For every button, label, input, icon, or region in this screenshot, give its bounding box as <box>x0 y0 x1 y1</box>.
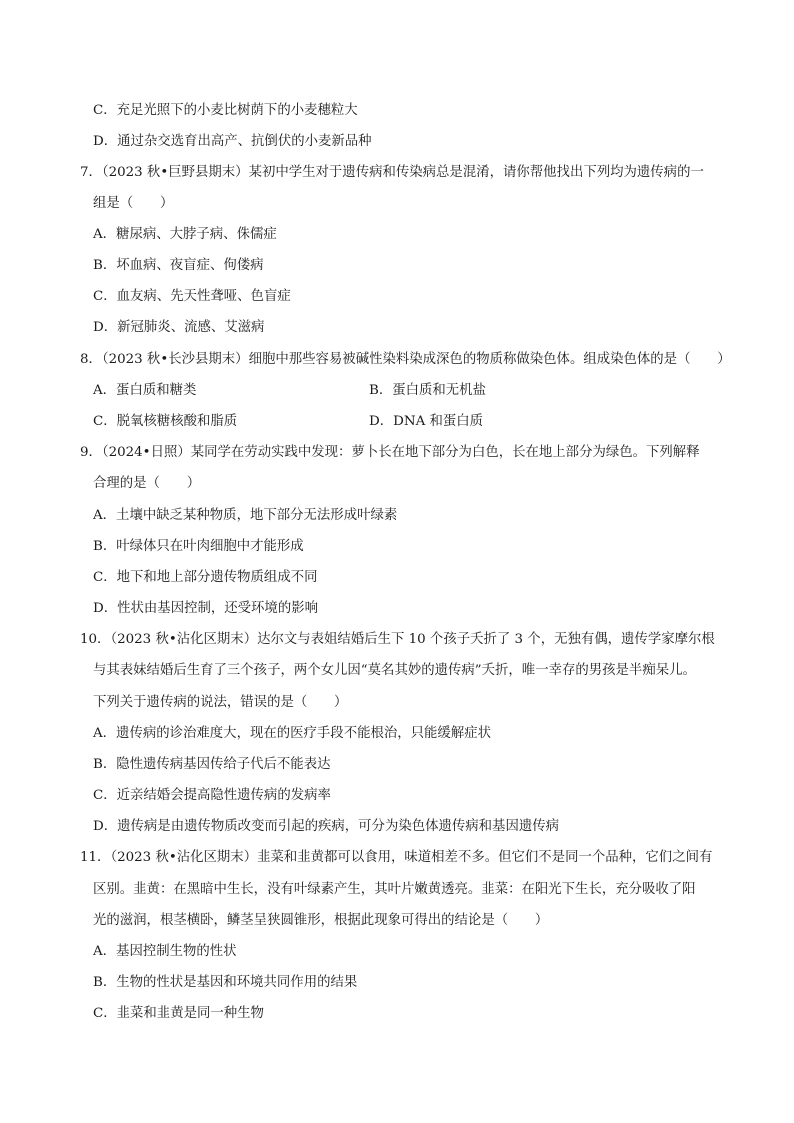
q8-stem-line1: 8．（2023 秋•长沙县期末）细胞中那些容易被碱性染料染成深色的物质称做染色体。组成染色体的是（ ） <box>80 352 731 367</box>
q10-option-c: C．近亲结婚会提高隐性遗传病的发病率 <box>93 788 331 803</box>
q7-stem-line2: 组是（ ） <box>93 196 174 211</box>
q9-stem-line1: 9．（2024•日照）某同学在劳动实践中发现：萝卜长在地下部分为白色，长在地上部分为绿色。下列解释 <box>80 445 700 460</box>
prev-option-c: C．充足光照下的小麦比树荫下的小麦穗粒大 <box>93 103 358 118</box>
q10-stem-line3: 下列关于遗传病的说法，错误的是（ ） <box>93 695 348 710</box>
q7-option-a: A．糖尿病、大脖子病、侏儒症 <box>93 227 277 242</box>
q9-option-b: B．叶绿体只在叶肉细胞中才能形成 <box>93 539 304 554</box>
q10-stem-line1: 10．（2023 秋•沾化区期末）达尔文与表姐结婚后生下 10 个孩子夭折了 3 个，无独有偶，遗传学家摩尔根 <box>80 632 715 647</box>
prev-option-d: D．通过杂交选育出高产、抗倒伏的小麦新品种 <box>93 134 372 149</box>
q7-stem-line1: 7．（2023 秋•巨野县期末）某初中学生对于遗传病和传染病总是混淆，请你帮他找出下列均为遗传病的一 <box>80 165 704 180</box>
q10-option-b: B．隐性遗传病基因传给子代后不能表达 <box>93 757 331 772</box>
q8-option-c: C．脱氧核糖核酸和脂质 <box>93 414 238 429</box>
q11-option-b: B．生物的性状是基因和环境共同作用的结果 <box>93 975 358 990</box>
q9-option-d: D．性状由基因控制，还受环境的影响 <box>93 601 318 616</box>
q7-option-b: B．坏血病、夜盲症、佝偻病 <box>93 258 264 273</box>
q10-option-a: A．遗传病的诊治难度大，现在的医疗手段不能根治，只能缓解症状 <box>93 726 491 741</box>
q7-option-d: D．新冠肺炎、流感、艾滋病 <box>93 320 265 335</box>
q11-stem-line1: 11．（2023 秋•沾化区期末）韭菜和韭黄都可以食用，味道相差不多。但它们不是同一个品种，它们之间有 <box>80 850 713 865</box>
q8-option-a: A．蛋白质和糖类 <box>93 383 197 398</box>
q9-stem-line2: 合理的是（ ） <box>93 476 201 491</box>
q8-option-b: B．蛋白质和无机盐 <box>369 383 486 398</box>
q11-stem-line3: 光的滋润，根茎横卧，鳞茎呈狭圆锥形，根据此现象可得出的结论是（ ） <box>93 913 549 928</box>
q11-option-c: C．韭菜和韭黄是同一种生物 <box>93 1006 264 1021</box>
q7-option-c: C．血友病、先天性聋哑、色盲症 <box>93 289 291 304</box>
q9-option-c: C．地下和地上部分遗传物质组成不同 <box>93 570 318 585</box>
q9-option-a: A．土壤中缺乏某种物质，地下部分无法形成叶绿素 <box>93 508 398 523</box>
q10-option-d: D．遗传病是由遗传物质改变而引起的疾病，可分为染色体遗传病和基因遗传病 <box>93 819 560 834</box>
q10-stem-line2: 与其表妹结婚后生育了三个孩子，两个女儿因“莫名其妙的遗传病”夭折，唯一幸存的男孩是半痴呆儿。 <box>93 663 696 678</box>
q8-option-d: D．DNA 和蛋白质 <box>369 414 484 429</box>
q11-stem-line2: 区别。韭黄：在黑暗中生长，没有叶绿素产生，其叶片嫩黄透亮。韭菜：在阳光下生长，充分吸收了阳 <box>93 882 696 897</box>
q11-option-a: A．基因控制生物的性状 <box>93 944 237 959</box>
